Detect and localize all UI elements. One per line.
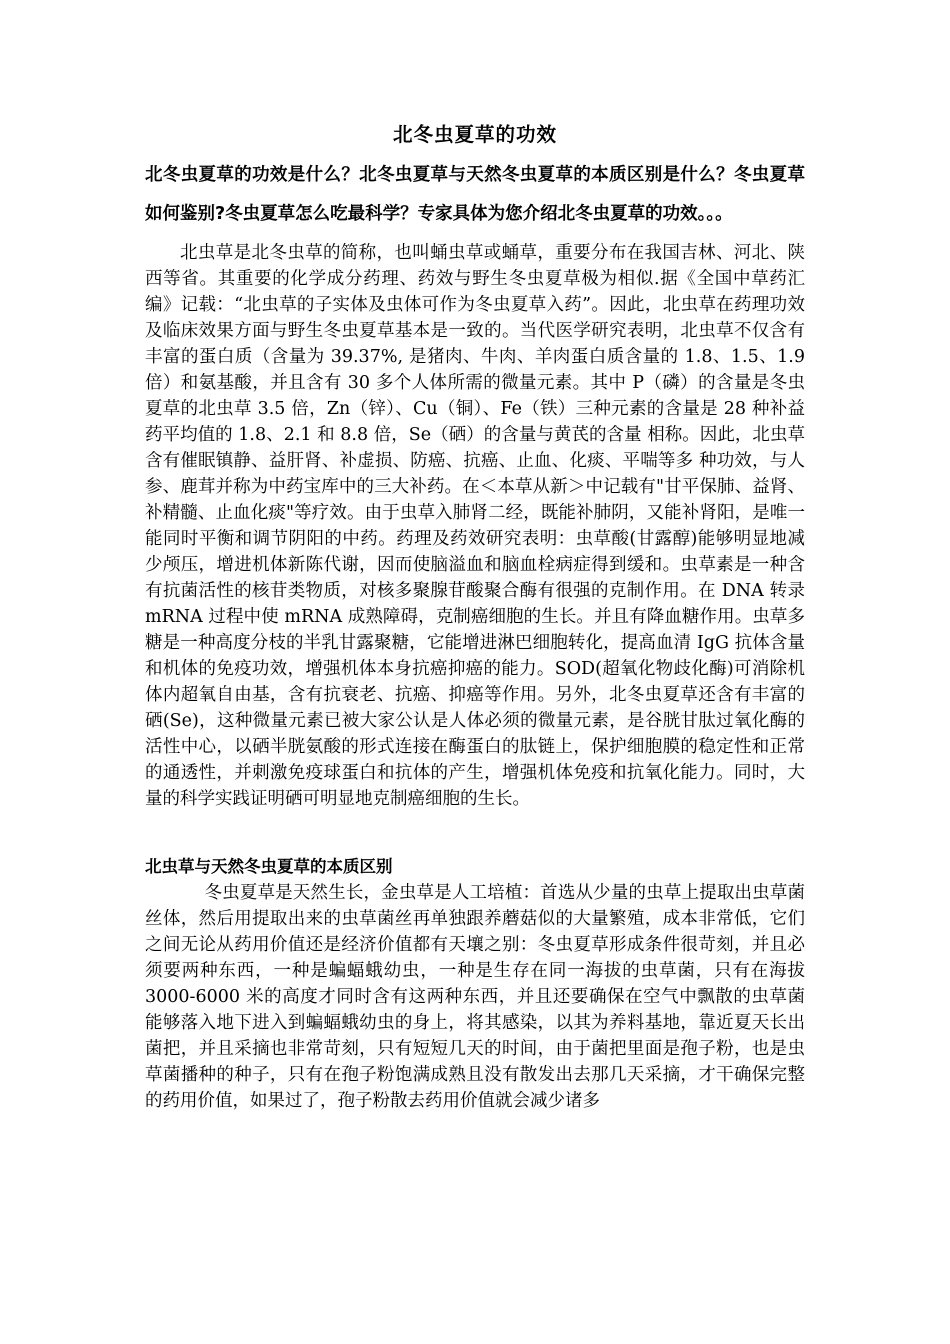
document-page [145,118,805,1114]
body-paragraph-1: 北虫草是北冬虫草的简称，也叫蛹虫草或蛹草，重要分布在我国吉林、河北、陕西等省。其重要的化学成分药理、药效与野生冬虫夏草极为相似.据《全国中草药汇编》记载：“北虫草的子实体及虫体可作为冬虫夏草入药”。因此，北虫草在药理功效及临床效果方面与野生冬虫夏草基本是一致的。当代医学研究表明，北虫草不仅含有丰富的蛋白质（含量为 39.37%, 是猪肉、牛肉、羊肉蛋白质含量的 1.8、1.5、1.9 倍）和氨基酸，并且含有 30 多个人体所需的微量元素。其中 P（磷）的含量是冬虫夏草的北虫草 3.5 倍，Zn（锌）、Cu（铜）、Fe（铁）三种元素的含量是 28 种补益药平均值的 1.8、2.1 和 8.8 倍，Se（硒）的含量与黄芪的含量 相称。因此，北虫草含有催眠镇静、益肝肾、补虚损、防癌、抗癌、止血、化痰、平喘等多 种功效，与人参、鹿茸并称为中药宝库中的三大补药。在＜本草从新＞中记载有"甘平保肺、益肾、补精髓、止血化痰"等疗效。由于虫草入肺肾二经，既能补肺阴，又能补肾阳，是唯一能同时平衡和调节阴阳的中药。药理及药效研究表明：虫草酸(甘露醇)能够明显地减少颅压，增进机体新陈代谢，因而使脑溢血和脑血栓病症得到缓和。虫草素是一种含有抗菌活性的核苷类物质，对核多聚腺苷酸聚合酶有很强的克制作用。在 DNA 转录 mRNA 过程中使 mRNA 成熟障碍，克制癌细胞的生长。并且有降血糖作用。虫草多糖是一种高度分枝的半乳甘露聚糖，它能增进淋巴细胞转化，提高血清 IgG 抗体含量和机体的免疫功效，增强机体本身抗癌抑癌的能力。SOD(超氧化物歧化酶)可消除机体内超氧自由基，含有抗衰老、抗癌、抑癌等作用。另外，北冬虫夏草还含有丰富的硒(Se)，这种微量元素已被大家公认是人体必须的微量元素，是谷胱甘肽过氧化酶的活性中心，以硒半胱氨酸的形式连接在酶蛋白的肽链上，保护细胞膜的稳定性和正常的通透性，并刺激免疫球蛋白和抗体的产生，增强机体免疫和抗氧化能力。同时，大量的科学实践证明硒可明显地克制癌细胞的生长。 [145,243,805,809]
body-paragraph-2: 冬虫夏草是天然生长，金虫草是人工培植：首选从少量的虫草上提取出虫草菌丝体，然后用提取出来的虫草菌丝再单独跟养蘑菇似的大量繁殖，成本非常低，它们之间无论从药用价值还是经济价值都有天壤之别：冬虫夏草形成条件很苛刻，并且必须要两种东西，一种是蝙蝠蛾幼虫，一种是生存在同一海拔的虫草菌，只有在海拔 3000-6000 米的高度才同时含有这两种东西，并且还要确保在空气中飘散的虫草菌能够落入地下进入到蝙蝠蛾幼虫的身上，将其感染，以其为养料基地，靠近夏天长出菌把，并且采摘也非常苛刻，只有短短几天的时间，由于菌把里面是孢子粉，也是虫草菌播种的种子，只有在孢子粉饱满成熟且没有散发出去那几天采摘，才干确保完整的药用价值，如果过了，孢子粉散去药用价值就会减少诸多 [145,883,805,1111]
document-title: 北冬虫夏草的功效 [392,123,557,146]
section-heading: 北虫草与天然冬虫夏草的本质区别 [145,857,393,876]
document-subtitle: 北冬虫夏草的功效是什么？北冬虫夏草与天然冬虫夏草的本质区别是什么？冬虫夏草如何鉴别?冬虫夏草怎么吃最科学？专家具体为您介绍北冬虫夏草的功效。。。 [145,165,805,224]
